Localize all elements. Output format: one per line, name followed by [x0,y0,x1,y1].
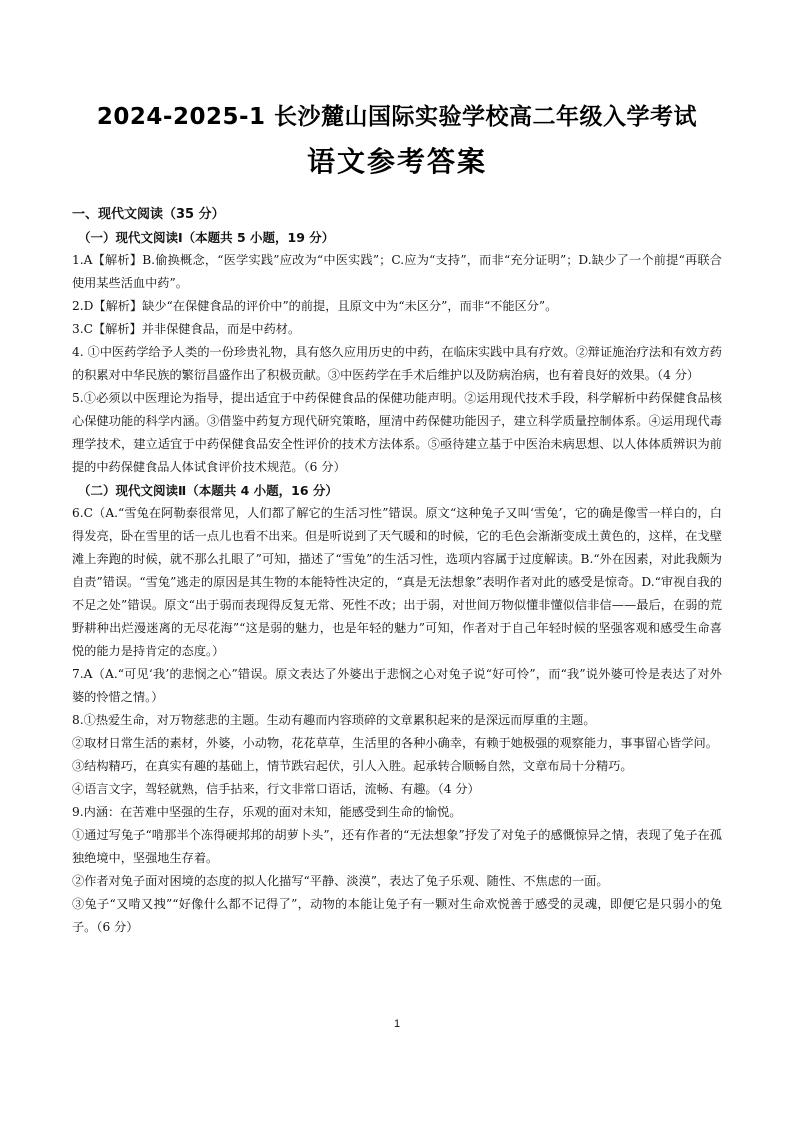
answer-q8-point2: ②取材日常生活的素材，外婆，小动物，花花草草，生活里的各种小确幸，有赖于她极强的观察能力，事事留心皆学问。 [72,736,718,750]
answer-q9-point2: ②作者对兔子面对困境的态度的拟人化描写“平静、淡漠”，表达了兔子乐观、随性、不焦虑的一面。 [72,874,609,888]
answer-q9-intro: 9.内涵：在苦难中坚强的生存，乐观的面对未知，能感受到生命的愉悦。 [72,805,462,819]
answer-q8-point1: 8.①热爱生命，对万物慈悲的主题。生动有趣而内容琐碎的文章累积起来的是深远而厚重的主题。 [72,713,596,727]
answer-q2: 2.D【解析】缺少“在保健食品的评价中”的前提，且原文中为“未区分”，而非“不能区分”。 [72,299,558,313]
answer-q8-point4: ④语言文字，驾轻就熟，信手拈来，行文非常口语话，流畅、有趣。（4 分） [72,782,480,796]
answer-q9-point3: ③兔子“又啃又拽”“好像什么都不记得了”，动物的本能让兔子有一颗对生命欢悦善于感受的灵魂，即便它是只弱小的兔子。（6 分） [72,897,722,934]
section-heading: 一、现代文阅读（35 分） [72,207,225,222]
page-number: 1 [393,1018,401,1030]
answer-q5: 5.①必须以中医理论为指导，提出适宜于中药保健食品的保健功能声明。②运用现代技术手段，科学解析中药保健食品核心保健功能的科学内涵。③借鉴中药复方现代研究策略，厘清中药保健功能因子，建立科学质量控制体系。④运用现代毒理学技术，建立适宜于中药保健食品安全性评价的技术方法体系。⑤亟待建立基于中医治未病思想、以人体体质辨识为前提的中药保健食品人体试食评价技术规范。（6 分） [72,391,722,474]
answer-q3: 3.C【解析】并非保健食品，而是中药材。 [72,322,301,336]
answer-content [72,203,722,939]
part1-heading: （一）现代文阅读Ⅰ（本题共 5 小题，19 分） [78,230,335,245]
answer-q4: 4. ①中医药学给予人类的一份珍贵礼物，具有悠久应用历史的中药，在临床实践中具有疗效。②辩证施治疗法和有效方药的积累对中华民族的繁衍昌盛作出了积极贡献。③中医药学在手术后维护以及防病治病，也有着良好的效果。（4 分） [72,345,722,382]
exam-title: 2024-2025-1 长沙麓山国际实验学校高二年级入学考试 [96,104,698,130]
answer-q9-point1: ①通过写兔子“啃那半个冻得硬邦邦的胡萝卜头”，还有作者的“无法想象”抒发了对兔子的感慨惊异之情，表现了兔子在孤独绝境中，坚强地生存着。 [72,828,722,865]
answer-q7: 7.A（A.“可见‘我’的悲悯之心”错误。原文表达了外婆出于悲悯之心对兔子说“好可怜”，而“我”说外婆可怜是表达了对外婆的怜惜之情。） [72,667,722,704]
answer-q8-point3: ③结构精巧，在真实有趣的基础上，情节跌宕起伏，引人入胜。起承转合顺畅自然，文章布局十分精巧。 [72,759,633,773]
answer-q6: 6.C（A.“雪兔在阿勒泰很常见，人们都了解它的生活习性”错误。原文“这种兔子又叫‘雪兔’，它的确是像雪一样白的，白得发亮，卧在雪里的话一点儿也看不出来。但是听说到了天气暖和的时候，它的毛色会渐渐变成土黄色的，这样，在戈壁滩上奔跑的时候，就不那么扎眼了”可知，描述了“雪兔”的生活习性，选项内容属于过度解读。B.“外在因素，对此我颇为自责”错误。“雪兔”逃走的原因是其生物的本能特性决定的，“真是无法想象”表明作者对此的感受是惊奇。D.“审视自我的不足之处”错误。原文“出于弱而表现得反复无常、死性不改；出于弱，对世间万物似懂非懂似信非信——最后，在弱的荒野耕种出烂漫迷离的无尽花海”“这是弱的魅力，也是年轻的魅力”可知，作者对于自己年轻时候的坚强客观和感受生命喜悦的能力是持肯定的态度。） [72,506,722,658]
answer-q1: 1.A【解析】B.偷换概念，“医学实践”应改为“中医实践”；C.应为“支持”，而非“充分证明”；D.缺少了一个前提“再联合使用某些活血中药”。 [72,253,722,290]
answer-key-title: 语文参考答案 [306,145,487,178]
part2-heading: （二）现代文阅读Ⅱ（本题共 4 小题，16 分） [78,483,338,498]
